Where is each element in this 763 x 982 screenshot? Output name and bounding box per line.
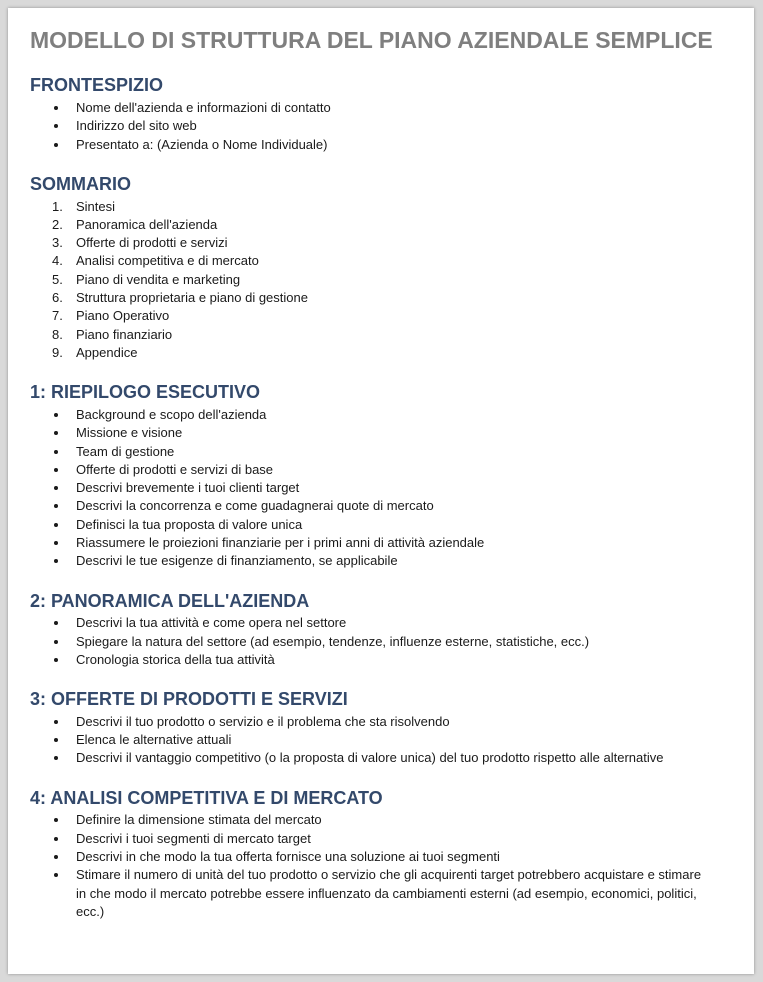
document-body xyxy=(30,75,714,921)
list-item xyxy=(52,234,714,252)
list-item xyxy=(76,811,714,829)
list-item-text: Piano finanziario xyxy=(76,326,173,342)
document-page xyxy=(8,8,754,974)
list-item-text: Piano Operativo xyxy=(76,308,170,324)
list-item xyxy=(76,424,714,442)
list-item-text: Offerte di prodotti e servizi di base xyxy=(76,461,274,477)
list-item xyxy=(76,614,714,632)
list-number: 6. xyxy=(52,290,63,306)
list-item xyxy=(76,99,714,117)
list-item-text: Descrivi brevemente i tuoi clienti target xyxy=(76,480,300,496)
list-item-text: Nome dell'azienda e informazioni di contatto xyxy=(76,99,331,115)
list-item-text: Offerte di prodotti e servizi xyxy=(76,235,228,251)
list-item xyxy=(76,830,714,848)
list-item xyxy=(76,552,714,570)
section xyxy=(30,788,714,921)
list-item xyxy=(76,534,714,552)
list-item-text: Descrivi la tua attività e come opera nel settore xyxy=(76,615,347,631)
list-item-text: Team di gestione xyxy=(76,443,175,459)
section-heading: 2: PANORAMICA DELL'AZIENDA xyxy=(30,590,310,611)
list-item xyxy=(52,216,714,234)
list-item-text: Background e scopo dell'azienda xyxy=(76,406,267,422)
list-number: 2. xyxy=(52,216,63,232)
bullet-list xyxy=(30,614,714,669)
list-item xyxy=(76,866,714,921)
bullet-list xyxy=(30,713,714,768)
list-item xyxy=(76,651,714,669)
list-item xyxy=(76,479,714,497)
list-number: 7. xyxy=(52,308,63,324)
list-item xyxy=(76,633,714,651)
section-heading: 4: ANALISI COMPETITIVA E DI MERCATO xyxy=(30,787,383,808)
list-item xyxy=(76,749,714,767)
list-item xyxy=(76,713,714,731)
list-item-text: Analisi competitiva e di mercato xyxy=(76,253,259,269)
list-item-text: Appendice xyxy=(76,344,138,360)
list-number: 8. xyxy=(52,326,63,342)
list-item xyxy=(52,252,714,270)
list-number: 4. xyxy=(52,253,63,269)
list-number: 1. xyxy=(52,198,63,214)
section xyxy=(30,382,714,570)
list-item xyxy=(76,136,714,154)
list-item-text: Descrivi il vantaggio competitivo (o la proposta di valore unica) del tuo prodotto rispetto alle alternative xyxy=(76,750,664,766)
list-item-text: Elenca le alternative attuali xyxy=(76,732,232,748)
list-item xyxy=(52,289,714,307)
bullet-list xyxy=(30,406,714,571)
list-item-text: Descrivi i tuoi segmenti di mercato target xyxy=(76,830,311,846)
list-item xyxy=(76,497,714,515)
section xyxy=(30,75,714,154)
list-item-text: Cronologia storica della tua attività xyxy=(76,651,275,667)
list-item-text: Riassumere le proiezioni finanziarie per i primi anni di attività aziendale xyxy=(76,535,485,550)
list-number: 9. xyxy=(52,344,63,360)
list-number: 3. xyxy=(52,235,63,251)
list-item-text: Descrivi le tue esigenze di finanziamento, se applicabile xyxy=(76,553,398,569)
list-item xyxy=(52,307,714,325)
bullet-list xyxy=(30,811,714,921)
list-item-text: Struttura proprietaria e piano di gestione xyxy=(76,290,308,306)
list-item-text: Descrivi la concorrenza e come guadagnerai quote di mercato xyxy=(76,498,434,514)
bullet-list xyxy=(30,99,714,154)
list-item xyxy=(52,326,714,344)
list-item-text: Spiegare la natura del settore (ad esempio, tendenze, influenze esterne, statistiche, ecc.) xyxy=(76,633,590,649)
list-item-text: Indirizzo del sito web xyxy=(76,118,197,134)
list-item xyxy=(76,406,714,424)
section xyxy=(30,689,714,768)
section-heading: FRONTESPIZIO xyxy=(30,75,164,96)
list-item xyxy=(76,516,714,534)
list-item-text: Stimare il numero di unità del tuo prodotto o servizio che gli acquirenti target potrebbero acquistare e stimare in che modo il mercato potrebbe essere influenzato da cambiamenti esterni (ad esempio, economici, politici, ecc.) xyxy=(76,867,702,919)
list-item xyxy=(52,271,714,289)
numbered-list xyxy=(30,198,714,363)
list-item-text: Panoramica dell'azienda xyxy=(76,216,218,232)
list-number: 5. xyxy=(52,271,63,287)
list-item-text: Sintesi xyxy=(76,198,116,214)
list-item-text: Definire la dimensione stimata del mercato xyxy=(76,812,322,828)
list-item xyxy=(76,461,714,479)
section-heading: SOMMARIO xyxy=(30,173,131,194)
section xyxy=(30,174,714,362)
list-item xyxy=(76,731,714,749)
list-item xyxy=(76,117,714,135)
list-item-text: Presentato a: (Azienda o Nome Individuale) xyxy=(76,136,328,152)
document-title: MODELLO DI STRUTTURA DEL PIANO AZIENDALE SEMPLICE xyxy=(30,27,713,53)
list-item-text: Definisci la tua proposta di valore unica xyxy=(76,516,303,532)
list-item xyxy=(76,443,714,461)
list-item-text: Descrivi il tuo prodotto o servizio e il problema che sta risolvendo xyxy=(76,713,450,729)
section xyxy=(30,591,714,670)
section-heading: 3: OFFERTE DI PRODOTTI E SERVIZI xyxy=(30,689,348,710)
list-item-text: Piano di vendita e marketing xyxy=(76,271,241,287)
section-heading: 1: RIEPILOGO ESECUTIVO xyxy=(30,382,261,403)
list-item xyxy=(76,848,714,866)
list-item-text: Descrivi in che modo la tua offerta fornisce una soluzione ai tuoi segmenti xyxy=(76,849,500,865)
list-item xyxy=(52,344,714,362)
list-item-text: Missione e visione xyxy=(76,425,183,441)
list-item xyxy=(52,198,714,216)
